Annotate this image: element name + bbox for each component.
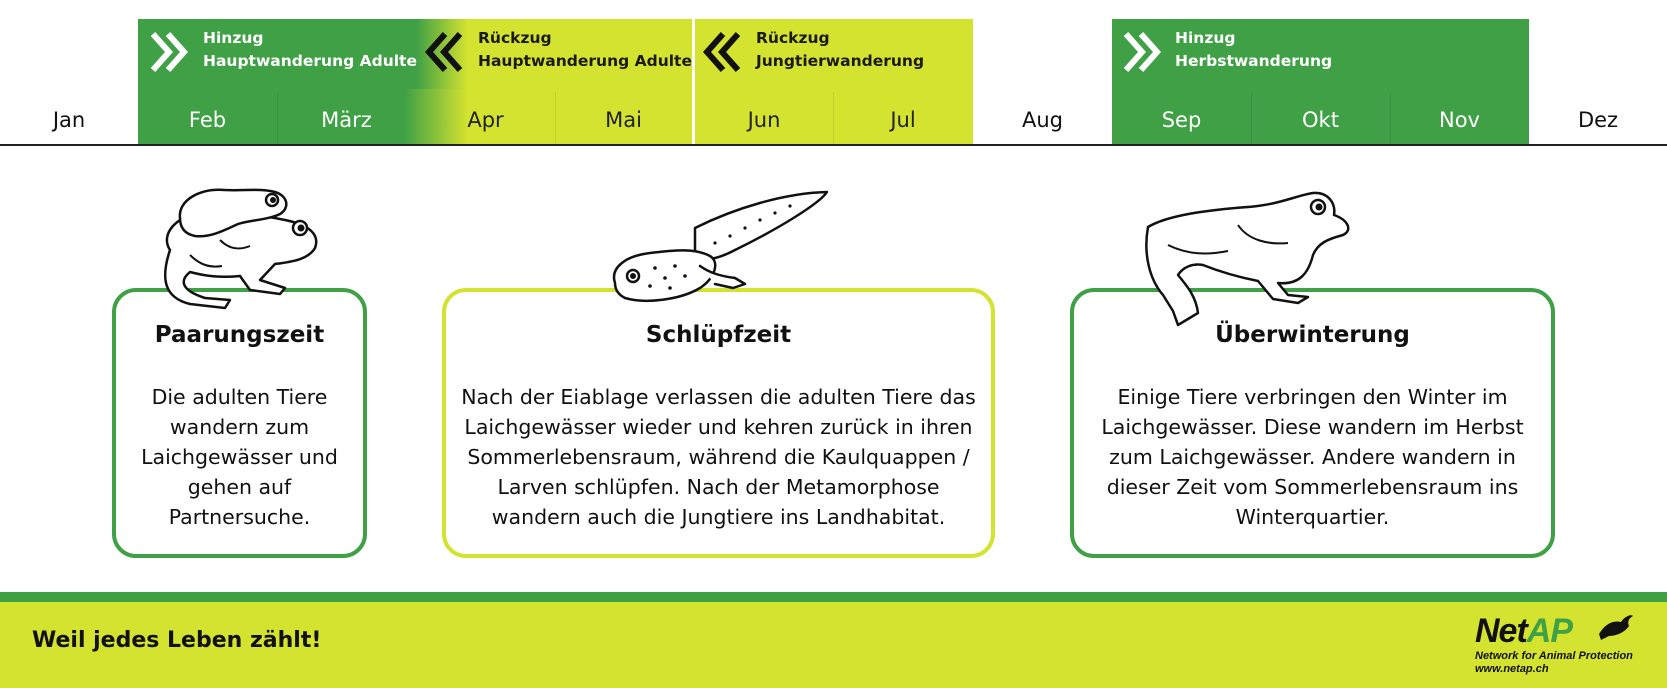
month-mai: Mai — [605, 108, 642, 132]
month-jan: Jan — [52, 108, 86, 132]
mating-frogs-icon — [150, 180, 330, 320]
month-jun: Jun — [747, 108, 781, 132]
footer-stripe — [0, 592, 1667, 602]
card-text: Einige Tiere verbringen den Winter im Laichgewässer. Diese wandern im Herbst zum Laichgewässer. Andere wandern in dieser Zeit vom Sommerlebensraum ins Winterquartier. — [1101, 385, 1524, 529]
card-text: Die adulten Tiere wandern zum Laichgewässer und gehen auf Partnersuche. — [141, 385, 338, 529]
card-title: Überwinterung — [1215, 322, 1410, 348]
chevron-double-left-icon — [701, 30, 743, 74]
phase-rueckzug-adulte — [478, 27, 692, 73]
migration-timeline — [0, 0, 1667, 146]
frog-icon — [1138, 185, 1378, 330]
phase-subtitle: Hauptwanderung Adulte — [478, 52, 692, 70]
month-aug: Aug — [1021, 108, 1063, 132]
phase-hinzug-adulte — [203, 27, 417, 73]
chevron-double-left-icon — [423, 30, 465, 74]
chevron-double-right-icon — [1121, 30, 1163, 74]
month-okt: Okt — [1302, 108, 1339, 132]
card-title: Schlüpfzeit — [645, 322, 792, 348]
phase-herbstwanderung — [1175, 27, 1332, 73]
card-title: Paarungszeit — [154, 322, 325, 348]
netap-logo[interactable] — [1475, 612, 1572, 651]
logo-net: Net — [1475, 612, 1527, 650]
month-dez: Dez — [1577, 108, 1619, 132]
slogan: Weil jedes Leben zählt! — [32, 628, 322, 653]
logo-ap: AP — [1526, 612, 1573, 650]
month-feb: Feb — [188, 108, 227, 132]
phase-subtitle: Herbstwanderung — [1175, 52, 1333, 70]
month-maerz: März — [321, 108, 372, 132]
bird-logo-icon — [1597, 612, 1635, 642]
phase-title: Rückzug — [478, 29, 552, 47]
card-schluepfzeit — [442, 288, 995, 558]
card-paarungszeit — [112, 288, 367, 558]
phase-subtitle: Jungtierwanderung — [756, 52, 925, 70]
month-nov: Nov — [1439, 108, 1480, 132]
phase-title: Rückzug — [756, 29, 830, 47]
chevron-double-right-icon — [148, 30, 190, 74]
month-sep: Sep — [1161, 108, 1202, 132]
phase-subtitle: Hauptwanderung Adulte — [203, 52, 417, 70]
logo-url[interactable]: www.netap.ch — [1475, 663, 1549, 675]
logo-tagline: Network for Animal Protection — [1475, 650, 1633, 662]
timeline-baseline — [0, 144, 1667, 146]
phase-title: Hinzug — [203, 29, 264, 47]
phase-title: Hinzug — [1175, 29, 1236, 47]
footer — [0, 602, 1667, 688]
card-text: Nach der Eiablage verlassen die adulten Tiere das Laichgewässer wieder und kehren zurück in ihren Sommerlebensraum, während die Kaulquappen / Larven schlüpfen. Nach der Metamorphose wandern auch die Jungtiere ins Landhabitat. — [461, 385, 976, 529]
tadpole-icon — [605, 188, 835, 310]
phase-rueckzug-jungtiere — [756, 27, 924, 73]
month-apr: Apr — [467, 108, 504, 132]
month-jul: Jul — [890, 108, 916, 132]
